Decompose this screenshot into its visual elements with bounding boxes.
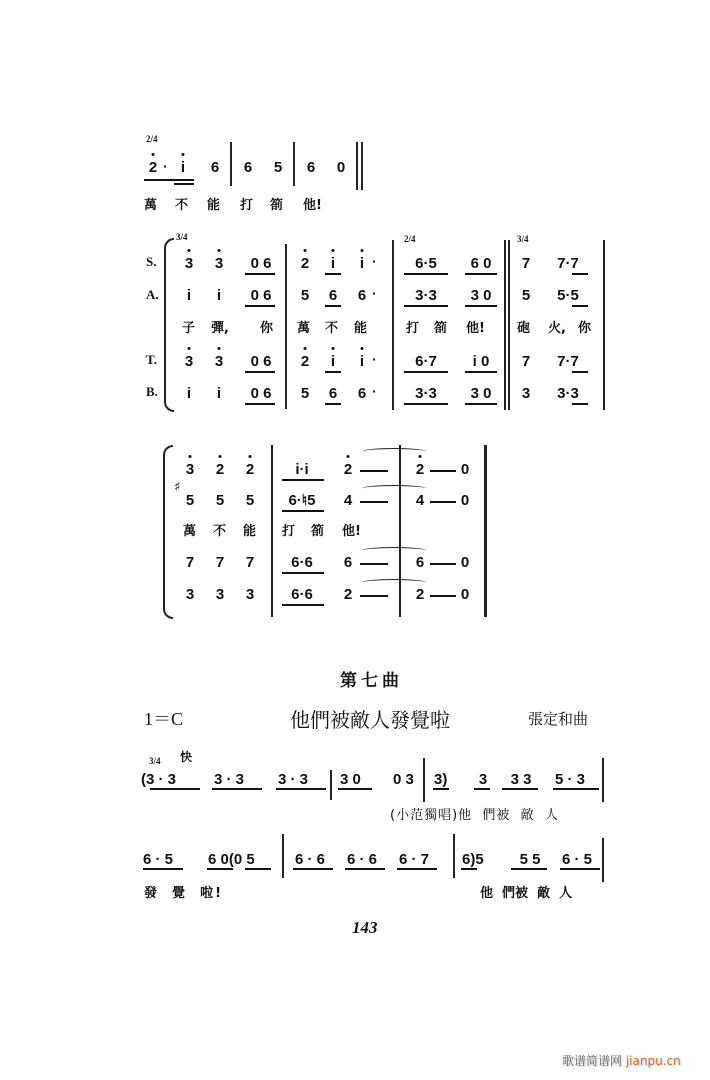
note: 0 6: [250, 287, 272, 304]
beam: [560, 868, 600, 870]
extension-dash: [430, 501, 456, 503]
note: 3: [182, 462, 198, 478]
note: (3 · 3: [141, 771, 177, 788]
tie: [362, 579, 426, 586]
note: 3: [181, 256, 197, 272]
composer: 張定和曲: [528, 710, 589, 728]
note: 2: [212, 462, 228, 478]
note: 6: [343, 554, 353, 571]
beam: [245, 868, 271, 870]
tempo-mark: 快: [180, 750, 193, 764]
beam: [325, 273, 341, 275]
note: i: [325, 256, 341, 272]
beam: [433, 788, 449, 790]
beam: [553, 788, 599, 790]
note: 3·3: [415, 385, 437, 402]
note: 7: [215, 554, 225, 571]
beam: [572, 403, 588, 405]
beam: [325, 305, 341, 307]
voice-label-bass: B.: [146, 384, 158, 399]
barline: [423, 758, 425, 802]
note: 2: [415, 586, 425, 603]
note: 3 · 3: [278, 771, 309, 788]
note: 4: [343, 492, 353, 509]
aug-dot: ·: [372, 383, 377, 399]
beam: [404, 273, 448, 275]
note: 6: [210, 159, 220, 176]
note: 0 6: [250, 255, 272, 272]
lyrics-line-1: (小范獨唱)他 們被 敵 人: [390, 808, 559, 823]
beam: [245, 273, 275, 275]
note: 0: [460, 461, 470, 478]
lyric: 能: [207, 198, 221, 213]
lyrics-line-2a: 發 覺 啦!: [144, 886, 224, 901]
note: 6: [415, 554, 425, 571]
note: 5: [300, 385, 310, 402]
beam: [465, 273, 497, 275]
note: 6: [243, 159, 253, 176]
beam: [245, 403, 275, 405]
system-bracket: [163, 445, 173, 619]
beam: [397, 868, 437, 870]
double-barline: [356, 142, 358, 190]
note: 0: [336, 159, 346, 176]
time-signature: 2/4: [146, 134, 158, 144]
tie: [362, 485, 426, 492]
aug-dot: ·: [372, 253, 377, 269]
note: i: [354, 354, 370, 370]
note: 2: [242, 462, 258, 478]
note: 3: [215, 586, 225, 603]
lyrics-line-2b: 他 們被 敵 人: [480, 886, 573, 901]
beam: [143, 868, 183, 870]
note: 5: [245, 492, 255, 509]
beam: [282, 572, 324, 574]
note: 0 3: [393, 771, 414, 788]
note: 6 · 7: [399, 851, 430, 868]
page-number: 143: [352, 918, 378, 937]
note: i: [216, 287, 222, 304]
note: 7·7: [557, 255, 579, 272]
note: i: [175, 160, 191, 176]
note: 6 0: [470, 255, 492, 272]
beam: [572, 305, 588, 307]
note: 3·3: [557, 385, 579, 402]
note: 5: [521, 287, 531, 304]
note: 0 6: [250, 385, 272, 402]
double-barline: [504, 240, 506, 410]
voice-label-tenor: T.: [146, 352, 157, 367]
note: 2: [145, 160, 161, 176]
system-bracket: [164, 238, 174, 412]
note: 3: [211, 354, 227, 370]
double-barline: [508, 240, 510, 410]
note: 5: [215, 492, 225, 509]
lyric: 他!: [303, 198, 322, 213]
beam: [207, 868, 233, 870]
note: 2: [297, 354, 313, 370]
note: 3 0: [470, 385, 492, 402]
extension-dash: [360, 563, 388, 565]
note: 6: [328, 287, 338, 304]
beam: [461, 868, 477, 870]
note: 6 · 5: [562, 851, 593, 868]
beam: [572, 371, 588, 373]
lyric: 打: [240, 198, 254, 213]
note: 3: [211, 256, 227, 272]
lyric: 萬: [144, 198, 158, 213]
note: 6·5: [415, 255, 437, 272]
beam: [282, 510, 324, 512]
watermark-url: jianpu.cn: [625, 1054, 681, 1068]
aug-dot: ·: [372, 285, 377, 301]
note: 3 0: [470, 287, 492, 304]
note: 6·6: [291, 586, 313, 603]
barline: [602, 758, 604, 802]
beam: [404, 305, 448, 307]
aug-dot: ·: [163, 158, 168, 174]
note: 6: [328, 385, 338, 402]
beam: [511, 868, 547, 870]
voice-label-alto: A.: [146, 287, 159, 302]
note: 3: [478, 771, 488, 788]
note: 5: [273, 159, 283, 176]
note: i: [354, 256, 370, 272]
note: 6)5: [462, 851, 484, 868]
note: 3 0: [340, 771, 361, 788]
note: 7: [521, 255, 531, 272]
note: 0: [460, 554, 470, 571]
note: 3: [521, 385, 531, 402]
note: 6 0(0 5: [208, 851, 255, 868]
note: 6: [306, 159, 316, 176]
barline: [230, 142, 232, 186]
beam: [502, 788, 538, 790]
note: 2: [340, 462, 356, 478]
note: 5: [300, 287, 310, 304]
note: 7: [245, 554, 255, 571]
note: 4: [415, 492, 425, 509]
barline: [271, 445, 273, 617]
barline: [293, 142, 295, 186]
section-heading: 第七曲: [340, 671, 403, 691]
beam: [572, 273, 588, 275]
beam: [174, 183, 194, 185]
beam: [465, 371, 497, 373]
key-signature: 1＝C: [144, 709, 184, 729]
note: 6·♮5: [288, 492, 316, 509]
tie: [362, 448, 426, 455]
time-signature: 3/4: [176, 232, 188, 242]
beam: [465, 403, 497, 405]
note: 3 · 3: [214, 771, 245, 788]
watermark-cn: 歌谱简谱网: [562, 1054, 623, 1068]
note: 2: [297, 256, 313, 272]
watermark: [562, 1052, 681, 1069]
beam: [245, 305, 275, 307]
note: 7: [521, 353, 531, 370]
extension-dash: [360, 501, 388, 503]
note: 5: [185, 492, 195, 509]
double-barline: [361, 142, 363, 190]
tie: [362, 547, 426, 554]
barline: [602, 838, 604, 882]
beam: [325, 371, 341, 373]
note: 2: [412, 462, 428, 478]
barline: [282, 834, 284, 878]
beam: [404, 403, 448, 405]
note: 2: [343, 586, 353, 603]
note: 0: [460, 492, 470, 509]
note: 6 · 5: [143, 851, 174, 868]
note: 3: [245, 586, 255, 603]
note: 6: [357, 287, 367, 304]
note: 7·7: [557, 353, 579, 370]
note: 3: [181, 354, 197, 370]
note: i·i: [295, 461, 309, 478]
note: 7: [185, 554, 195, 571]
barline: [453, 834, 455, 878]
note: 0 6: [250, 353, 272, 370]
barline: [603, 240, 605, 410]
beam: [338, 788, 372, 790]
lyric: 不: [175, 198, 189, 213]
extension-dash: [430, 470, 456, 472]
note: 5 · 3: [555, 771, 586, 788]
final-barline: [484, 445, 487, 617]
beam: [212, 788, 262, 790]
note: 5·5: [557, 287, 579, 304]
extension-dash: [360, 470, 388, 472]
note: i: [325, 354, 341, 370]
note: 6·6: [291, 554, 313, 571]
note: 3·3: [415, 287, 437, 304]
barline: [399, 445, 401, 617]
note: i: [186, 287, 192, 304]
lyric: 箚: [270, 198, 284, 213]
beam: [150, 788, 200, 790]
note: 0: [460, 586, 470, 603]
note: 6: [357, 385, 367, 402]
note: i 0: [472, 353, 490, 370]
note: 3 3: [510, 771, 532, 788]
beam: [245, 371, 275, 373]
note: i: [186, 385, 192, 402]
beam: [325, 403, 341, 405]
barline: [392, 240, 394, 410]
beam: [144, 179, 194, 181]
barline: [330, 770, 332, 800]
beam: [474, 788, 490, 790]
beam: [282, 479, 324, 481]
extension-dash: [360, 595, 388, 597]
barline: [285, 244, 287, 409]
note: 6 · 6: [295, 851, 326, 868]
beam: [465, 305, 497, 307]
beam: [282, 604, 324, 606]
note: 3: [185, 586, 195, 603]
beam: [276, 788, 326, 790]
note: 6 · 6: [347, 851, 378, 868]
note: i: [216, 385, 222, 402]
extension-dash: [430, 563, 456, 565]
note: 5 5: [519, 851, 541, 868]
aug-dot: ·: [372, 351, 377, 367]
beam: [345, 868, 385, 870]
note: 6·7: [415, 353, 437, 370]
beam: [293, 868, 333, 870]
song-title: 他們被敵人發覺啦: [290, 708, 450, 732]
beam: [404, 371, 448, 373]
extension-dash: [430, 595, 456, 597]
voice-label-soprano: S.: [146, 254, 157, 269]
note: 3): [434, 771, 448, 788]
